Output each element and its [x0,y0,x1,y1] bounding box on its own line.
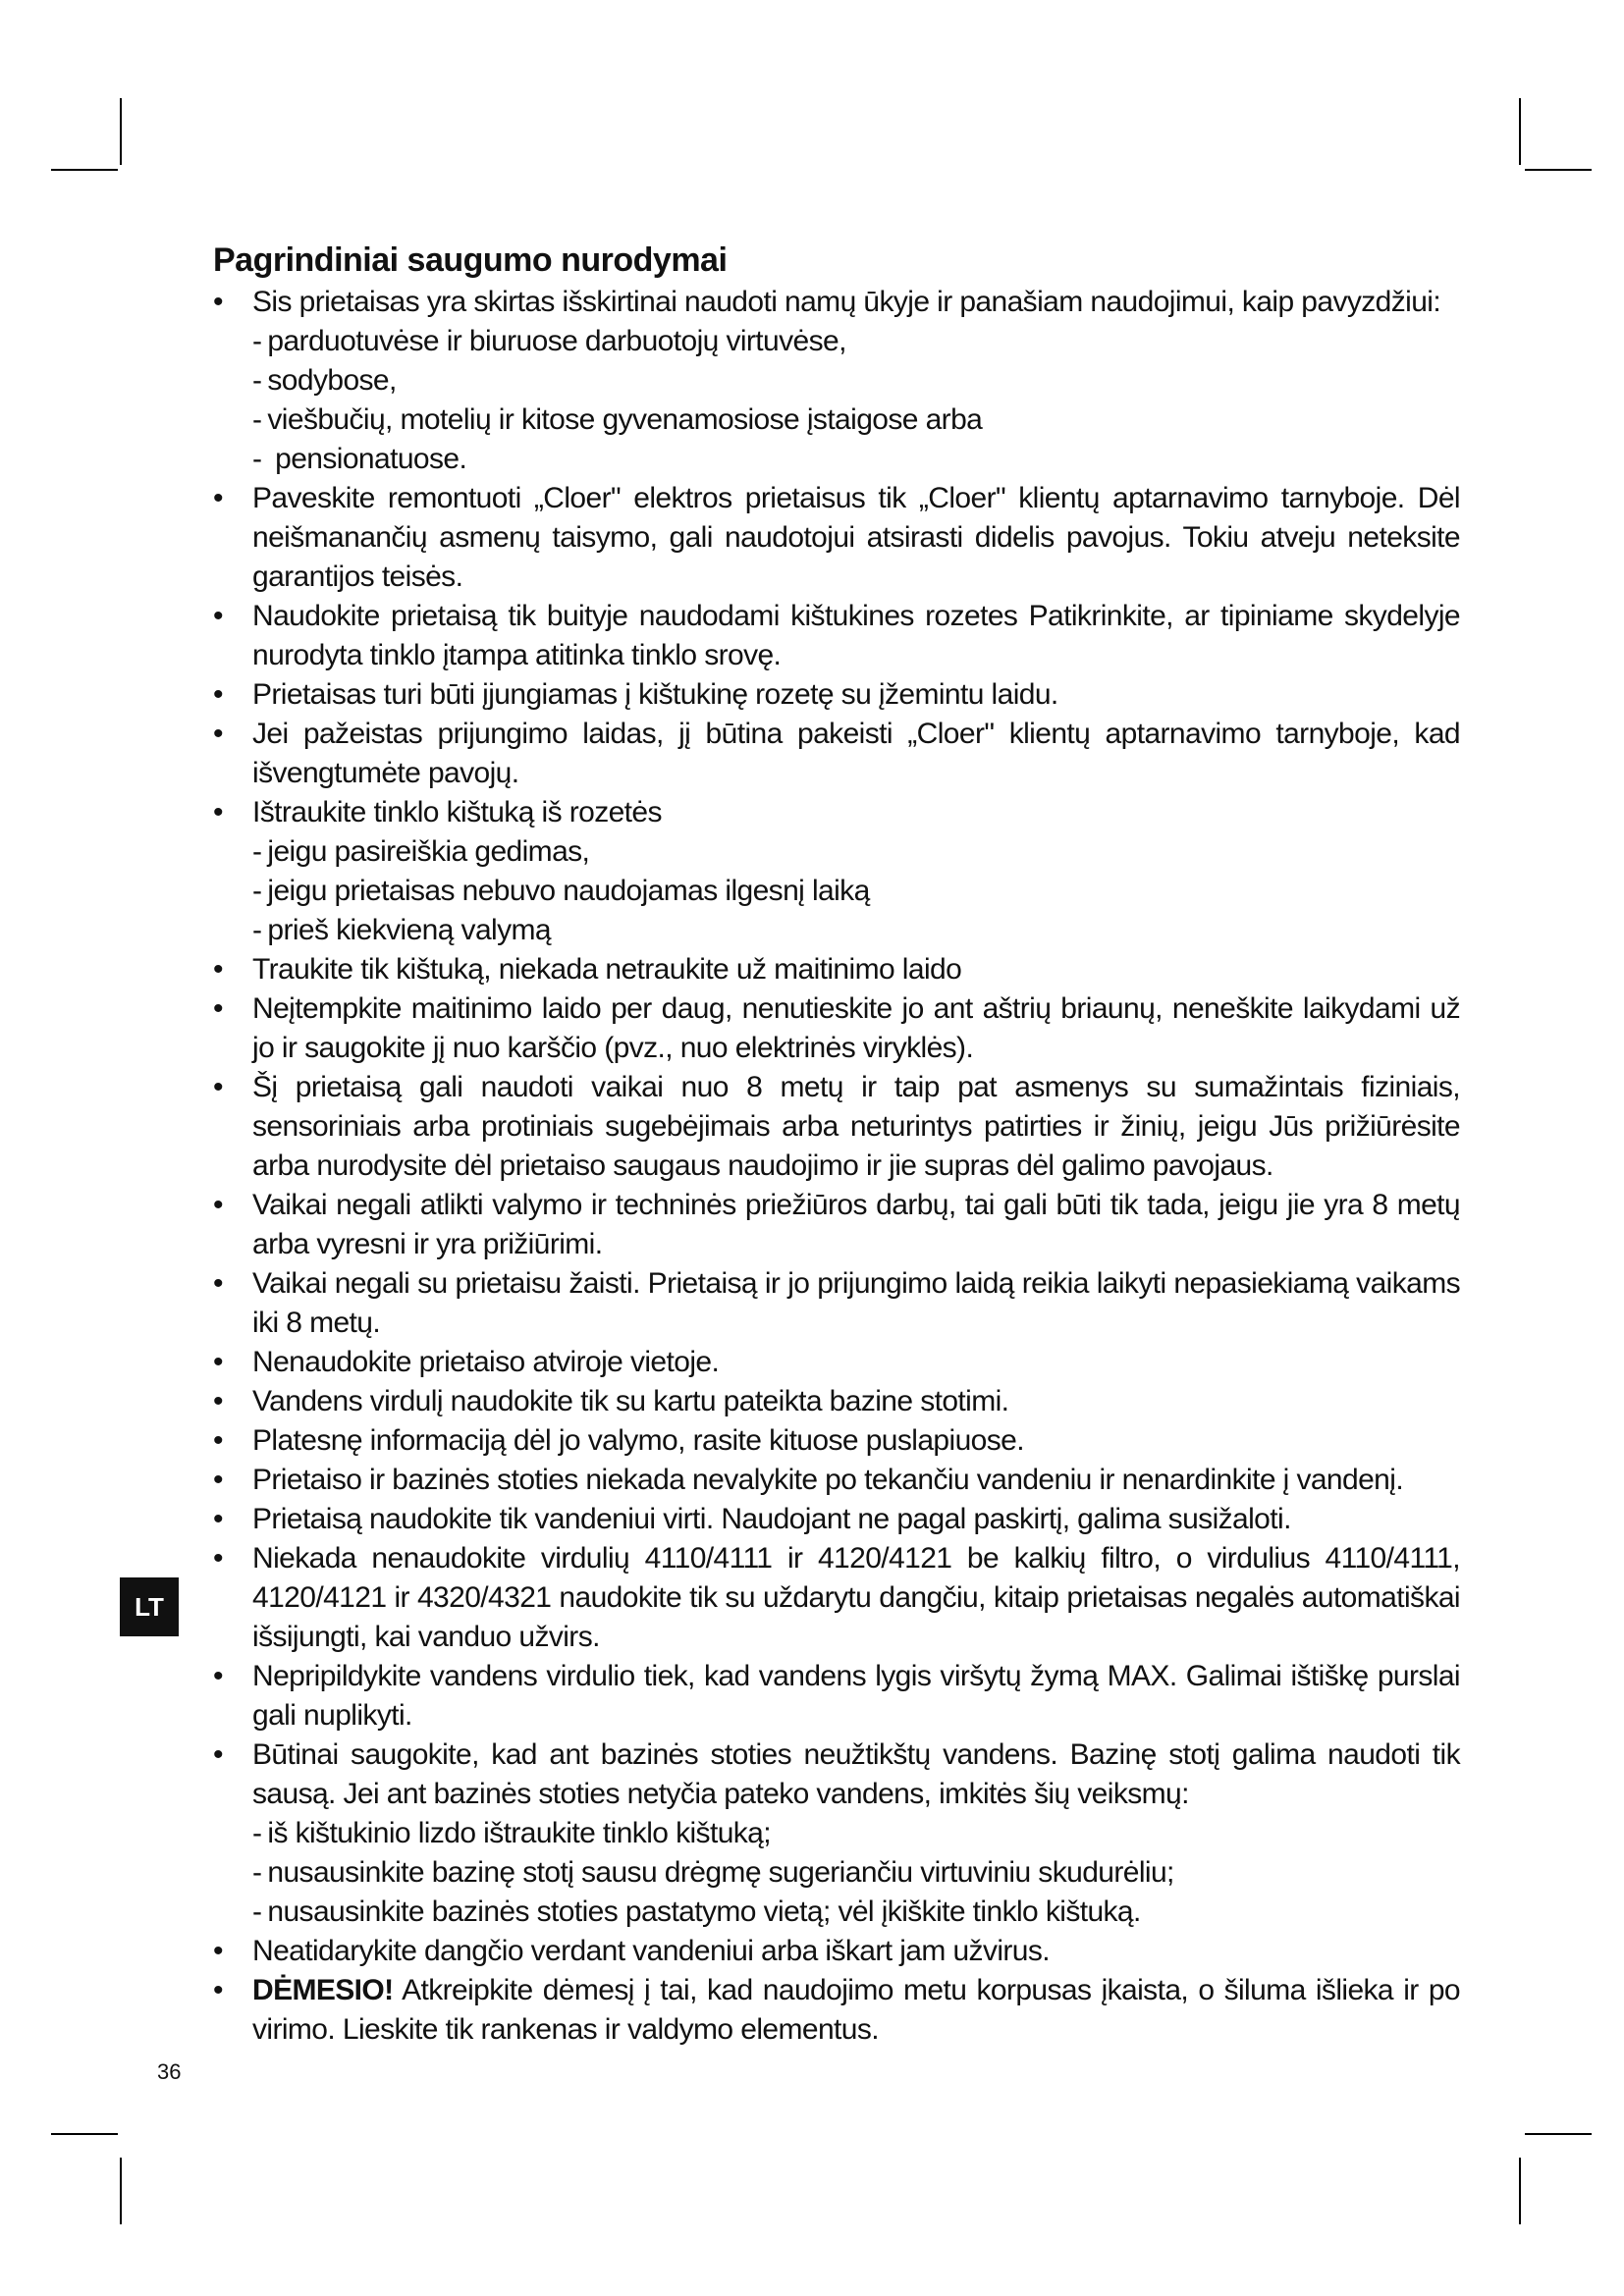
dash-marker: - [252,914,262,946]
list-item-text: Naudokite prietaisą tik buityje naudodami kištukines rozetes Patikrinkite, ar tipiniame skydelyje nurodyta tinklo įtampa atitinka tinklo srovę. [252,600,1460,671]
sub-item [252,1853,1460,1893]
list-item [213,1343,1460,1382]
list-item [213,1382,1460,1421]
list-item [213,1539,1460,1657]
dash-marker: - [252,1856,262,1889]
crop-mark [1519,2158,1521,2224]
list-item [213,1461,1460,1500]
sub-item [252,361,1460,400]
safety-instructions-list [213,283,1460,2050]
sub-item-text: nusausinkite bazinę stotį sausu drėgmę sugeriančiu virtuviniu skudurėliu; [267,1856,1174,1889]
dash-marker: - [252,1817,262,1849]
list-item [213,1500,1460,1539]
sub-item-text: sodybose, [267,364,397,397]
crop-mark [1519,98,1521,165]
dash-marker: - [252,835,262,868]
language-tab: LT [120,1577,179,1636]
list-item [213,1932,1460,1971]
list-item-text: Traukite tik kištuką, niekada netraukite už maitinimo laido [252,953,962,986]
list-item-text: Prietaiso ir bazinės stoties niekada nevalykite po tekančiu vandeniu ir nenardinkite į vandenį. [252,1464,1404,1496]
sub-item-text: jeigu pasireiškia gedimas, [267,835,590,868]
list-item [213,675,1460,715]
sub-item [252,440,1460,479]
list-item-text: Neatidarykite dangčio verdant vandeniui arba iškart jam užvirus. [252,1935,1051,1967]
list-item [213,597,1460,675]
list-item-text: Sis prietaisas yra skirtas išskirtinai naudoti namų ūkyje ir panašiam naudojimui, kaip pavyzdžiui: [252,286,1441,318]
list-item-text: Ištraukite tinklo kištuką iš rozetės [252,796,662,828]
list-item [213,1068,1460,1186]
warning-label: DĖMESIO! [252,1974,394,2006]
list-item [213,1657,1460,1735]
sub-item-text: pensionatuose. [267,443,467,475]
list-item-text: Paveskite remontuoti „Cloer" elektros prietaisus tik „Cloer" klientų aptarnavimo tarnyboje. Dėl neišmanančių asmenų taisymo, gali naudotojui atsirasti didelis pavojus. Tokiu atveju neteksite garantijos teisės. [252,482,1460,593]
list-item [213,989,1460,1068]
sub-item-text: prieš kiekvieną valymą [267,914,551,946]
list-item [213,1735,1460,1932]
sub-item [252,1814,1460,1853]
page-number: 36 [157,2059,182,2084]
list-item [213,479,1460,597]
crop-mark [120,2158,122,2224]
list-item [213,950,1460,989]
document-content [213,240,1460,2050]
crop-mark [51,169,118,171]
sub-item-text: parduotuvėse ir biuruose darbuotojų virtuvėse, [267,325,846,357]
crop-mark [120,98,122,165]
list-item-text: Prietaisas turi būti įjungiamas į kištukinę rozetę su įžemintu laidu. [252,678,1058,711]
list-item [213,283,1460,479]
list-item-text: Vaikai negali su prietaisu žaisti. Prietaisą ir jo prijungimo laidą reikia laikyti nepasiekiamą vaikams iki 8 metų. [252,1267,1460,1339]
sub-item-text: viešbučių, motelių ir kitose gyvenamosiose įstaigose arba [267,403,983,436]
crop-mark [51,2133,118,2135]
list-item-text: Nepripildykite vandens virdulio tiek, kad vandens lygis viršytų žymą MAX. Galimai ištiškę purslai gali nuplikyti. [252,1660,1460,1732]
list-item-text: Vandens virdulį naudokite tik su kartu pateikta bazine stotimi. [252,1385,1009,1417]
sub-item-text: nusausinkite bazinės stoties pastatymo vietą; vėl įkiškite tinklo kištuką. [267,1896,1141,1928]
list-item-text: Šį prietaisą gali naudoti vaikai nuo 8 metų ir taip pat asmenys su sumažintais fiziniais, sensoriniais arba protiniais sugebėjimais arba neturintys patirties ir žinių, jeigu Jūs prižiūrėsite arba nurodysite dėl prietaiso saugaus naudojimo ir jie supras dėl galimo pavojaus. [252,1071,1460,1182]
sub-item [252,872,1460,911]
sub-item [252,832,1460,872]
dash-marker: - [252,1896,262,1928]
list-item-text: Platesnę informaciją dėl jo valymo, rasite kituose puslapiuose. [252,1424,1024,1457]
sub-item [252,400,1460,440]
list-item [213,1421,1460,1461]
list-item-text: Nenaudokite prietaiso atviroje vietoje. [252,1346,720,1378]
list-item-text: Niekada nenaudokite virdulių 4110/4111 ir 4120/4121 be kalkių filtro, o virdulius 4110/4111, 4120/4121 ir 4320/4321 naudokite tik su uždarytu dangčiu, kitaip prietaisas negalės automatiškai išsijungti, kai vanduo užvirs. [252,1542,1460,1653]
sub-item [252,1893,1460,1932]
list-item-text: Būtinai saugokite, kad ant bazinės stoties neužtikštų vandens. Bazinę stotį galima naudoti tik sausą. Jei ant bazinės stoties netyčia pateko vandens, imkitės šių veiksmų: [252,1738,1460,1810]
list-item [213,1971,1460,2050]
list-item [213,793,1460,950]
dash-marker: - [252,403,262,436]
list-item-text: Neįtempkite maitinimo laido per daug, nenutieskite jo ant aštrių briaunų, neneškite laikydami už jo ir saugokite jį nuo karščio (pvz., nuo elektrinės viryklės). [252,992,1460,1064]
sub-item-text: iš kištukinio lizdo ištraukite tinklo kištuką; [267,1817,771,1849]
dash-marker: - [252,325,262,357]
list-item [213,715,1460,793]
list-item [213,1186,1460,1264]
list-item-text: Vaikai negali atlikti valymo ir techninės priežiūros darbų, tai gali būti tik tada, jeigu jie yra 8 metų arba vyresni ir yra prižiūrimi. [252,1189,1460,1260]
dash-marker: - [252,875,262,907]
section-heading: Pagrindiniai saugumo nurodymai [213,241,728,279]
crop-mark [1525,2133,1592,2135]
sub-item [252,911,1460,950]
dash-marker: - [252,443,262,475]
list-item-text: Jei pažeistas prijungimo laidas, jį būtina pakeisti „Cloer" klientų aptarnavimo tarnyboje, kad išvengtumėte pavojų. [252,718,1460,789]
list-item [213,1264,1460,1343]
dash-marker: - [252,364,262,397]
list-item-text: Prietaisą naudokite tik vandeniui virti. Naudojant ne pagal paskirtį, galima susižaloti. [252,1503,1291,1535]
crop-mark [1525,169,1592,171]
sub-item-text: jeigu prietaisas nebuvo naudojamas ilgesnį laiką [267,875,870,907]
sub-item [252,322,1460,361]
list-item-text: Atkreipkite dėmesį į tai, kad naudojimo metu korpusas įkaista, o šiluma išlieka ir po virimo. Lieskite tik rankenas ir valdymo elementus. [252,1974,1460,2046]
